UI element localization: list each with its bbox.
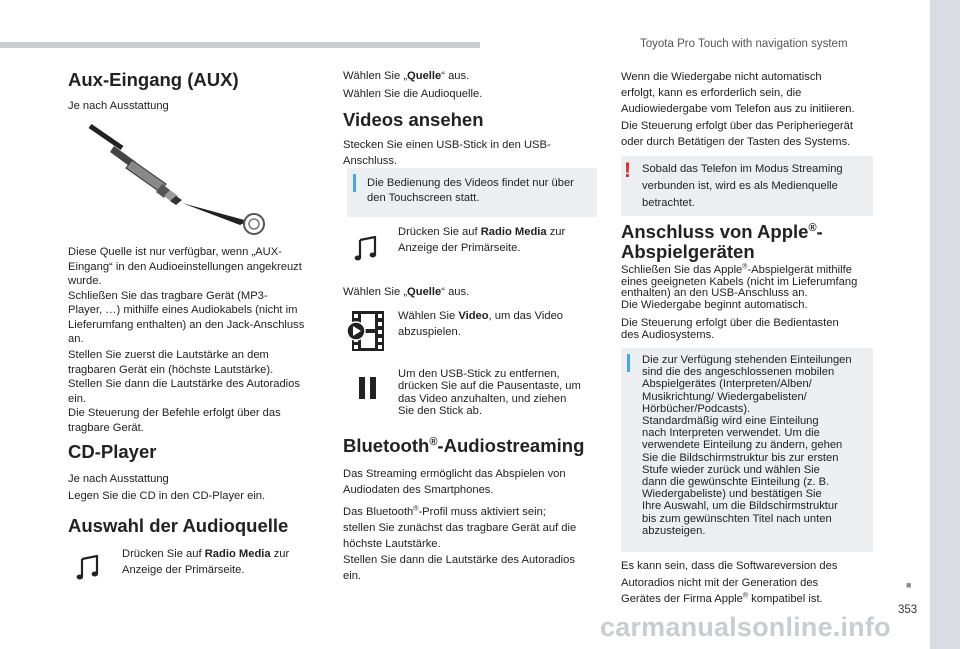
aux-heading: Aux-Eingang (AUX) [68,69,239,90]
cd-paragraph: Legen Sie die CD in den CD-Player ein. [68,490,266,502]
video-icon [346,309,386,353]
select-audio-line: Wählen Sie die Audioquelle. [343,88,483,100]
video-paragraph: Stecken Sie einen USB-Stick in den USB- Anschluss. [343,139,551,167]
video-info-note: Die Bedienung des Videos findet nur über den Touchscreen statt. [347,168,597,217]
apple-note-text: Die zur Verfügung stehenden Einteilungen sind die des angeschlossenen mobilen Abspielgerätes (Interpreten/Alben/ Musikrichtung/ Wiedergabelisten/ Hörbücher/Podcasts). Standardmäßig wird eine Einteilung nach Interpreten verwendet. Um die verwendete Einteilung zu ändern, gehen Sie die Bildschirmstruktur bis zur ersten Stufe wieder zurück und wählen Sie dann die gewünschte Einteilung (z. B. Wiedergabeliste) und bestätigen Sie Ihre Auswahl, um die Bildschirmstruktur bis zum gewünschten Titel nach unten abzusteigen. [642,354,852,537]
apple-paragraph-2: Die Steuerung erfolgt über die Bedientasten des Audiosystems. [621,317,839,341]
page-dot: ■ [906,580,912,590]
page-number: 353 [898,604,918,616]
jack-cable [182,203,248,225]
info-bar-icon [353,174,356,192]
jack-socket-inner [249,219,259,229]
cd-heading: CD-Player [68,441,157,462]
page-edge-strip [930,0,960,649]
aux-paragraph-1: Diese Quelle ist nur verfügbar, wenn „AUX- Eingang“ in den Audioeinstellungen angekreuzt wurde. Schließen Sie das tragbare Gerät (MP3- Player, …) mithilfe eines Audiokabels (nicht im Lieferumfang enthalten) an den Jack-Anschluss an. [68,246,305,345]
info-bar-icon [627,354,630,372]
jack-plug-icon [70,120,270,235]
apple-compat-paragraph: Es kann sein, dass die Softwareversion des Autoradios nicht mit der Generation des Gerätes der Firma Apple® kompatibel ist. [621,560,838,605]
bluetooth-paragraph-2: Das Bluetooth®-Profil muss aktiviert sein; stellen Sie zunächst das tragbare Gerät auf die höchste Lautstärke. Stellen Sie dann die Lautstärke des Autoradios ein. [343,505,577,582]
bluetooth-paragraph-1: Das Streaming ermöglicht das Abspielen von Audiodaten des Smartphones. [343,468,566,496]
video-step-2: Wählen Sie „Quelle“ aus. [343,286,470,298]
header-bar [0,42,480,48]
watermark: carmanualsonline.info [600,612,891,642]
music-note-icon [76,555,100,581]
select-source-line: Wählen Sie „Quelle“ aus. [343,70,470,82]
streaming-paragraph: Wenn die Wiedergabe nicht automatisch erfolgt, kann es erforderlich sein, die Audiowiedergabe vom Telefon aus zu initiieren. Die Steuerung erfolgt über das Peripheriegerät oder durch Betätigen der Tasten des Systems. [621,71,855,148]
aux-equipment: Je nach Ausstattung [68,100,169,112]
video-step-3: Wählen Sie Video, um das Video abzuspielen. [398,310,564,338]
bluetooth-heading: Bluetooth®-Audiostreaming [343,435,585,456]
apple-info-note [621,348,873,552]
source-heading: Auswahl der Audioquelle [68,515,289,536]
source-step: Drücken Sie auf Radio Media zur Anzeige der Primärseite. [122,548,290,576]
video-step-4: Um den USB-Stick zu entfernen, drücken Sie auf die Pausentaste, um das Video anzuhalten, und ziehen Sie den Stick ab. [398,368,581,417]
aux-paragraph-2: Stellen Sie zuerst die Lautstärke an dem tragbaren Gerät ein (höchste Lautstärke). Stellen Sie dann die Lautstärke des Autoradios ein. Die Steuerung der Befehle erfolgt über das tragbare Gerät. [68,349,300,434]
header-title: Toyota Pro Touch with navigation system [640,38,848,50]
pause-icon [357,376,379,400]
music-note-icon [354,236,378,262]
warning-icon: ! [624,159,631,182]
video-step-1: Drücken Sie auf Radio Media zur Anzeige der Primärseite. [398,226,566,254]
apple-heading: Anschluss von Apple®- Abspielgeräten [621,221,823,262]
video-heading: Videos ansehen [343,109,484,130]
apple-paragraph-1: Schließen Sie das Apple®-Abspielgerät mithilfe eines geeigneten Kabels (nicht im Lieferumfang enthalten) an den USB-Anschluss an. Die Wiedergabe beginnt automatisch. [621,263,858,311]
jack-plug-body [90,126,182,205]
cd-equipment: Je nach Ausstattung [68,473,169,485]
streaming-warning-note: ! Sobald das Telefon im Modus Streaming verbunden ist, wird es als Medienquelle betrachtet. [621,156,873,216]
